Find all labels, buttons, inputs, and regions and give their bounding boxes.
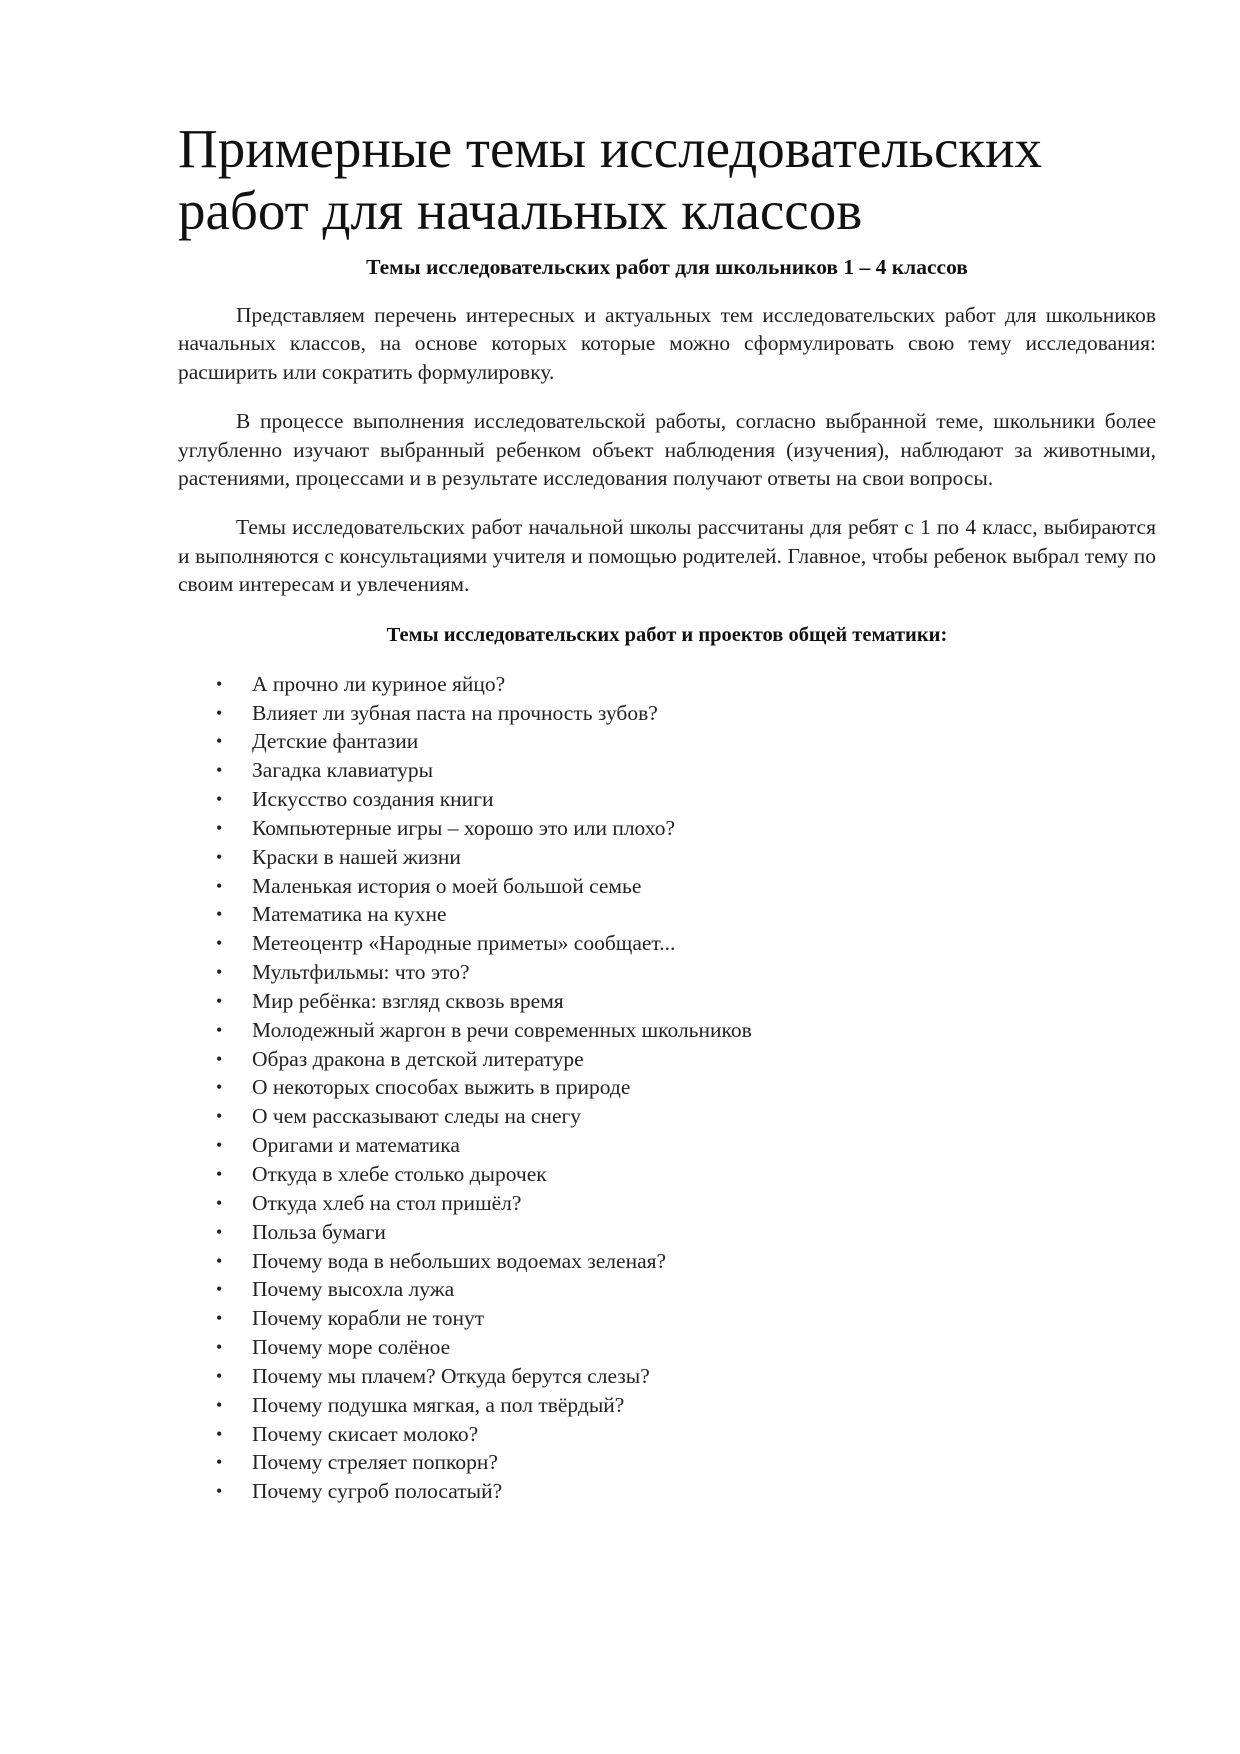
bullet-icon: • (216, 1048, 223, 1069)
topic-text: О некоторых способах выжить в природе (252, 1075, 631, 1100)
bullet-icon: • (216, 1337, 223, 1358)
document-content (178, 118, 1156, 1506)
bullet-icon: • (216, 1308, 223, 1329)
topic-item (178, 1189, 1156, 1218)
topic-item (178, 1131, 1156, 1160)
bullet-icon: • (216, 1394, 223, 1415)
topic-text: Почему вода в небольших водоемах зеленая? (252, 1248, 667, 1273)
bullet-icon: • (216, 1365, 223, 1386)
topic-text: Молодежный жаргон в речи современных школьников (252, 1017, 752, 1042)
topic-text: Влияет ли зубная паста на прочность зубов? (252, 700, 658, 725)
topic-item (178, 1448, 1156, 1477)
topic-text: Искусство создания книги (252, 787, 494, 812)
page-subtitle: Темы исследовательских работ для школьников 1 – 4 классов (366, 255, 968, 279)
topic-text: Метеоцентр «Народные приметы» сообщает... (252, 931, 676, 956)
topic-item (178, 1333, 1156, 1362)
topic-text: Почему мы плачем? Откуда берутся слезы? (252, 1363, 650, 1388)
topic-item (178, 1362, 1156, 1391)
bullet-icon: • (216, 990, 223, 1011)
bullet-icon: • (216, 1279, 223, 1300)
topic-text: Польза бумаги (252, 1219, 386, 1244)
topic-text: Почему корабли не тонут (252, 1306, 485, 1331)
topic-item (178, 785, 1156, 814)
bullet-icon: • (216, 1250, 223, 1271)
topic-text: Мир ребёнка: взгляд сквозь время (252, 988, 564, 1013)
bullet-icon: • (216, 933, 223, 954)
topic-item (178, 1477, 1156, 1506)
topic-item (178, 1275, 1156, 1304)
topic-item (178, 872, 1156, 901)
topic-text: Почему сугроб полосатый? (252, 1479, 503, 1504)
topic-text: Почему подушка мягкая, а пол твёрдый? (252, 1392, 625, 1417)
bullet-icon: • (216, 1164, 223, 1184)
bullet-icon: • (216, 760, 223, 781)
bullet-icon: • (216, 1135, 223, 1156)
topic-text: Загадка клавиатуры (252, 758, 434, 783)
topic-text: Почему скисает молоко? (252, 1421, 479, 1446)
topic-item (178, 987, 1156, 1016)
grades-paragraph: Темы исследовательских работ начальной школы рассчитаны для ребят с 1 по 4 класс, выбираются и выполняются с консультациями учителя и помощью родителей. Главное, чтобы ребенок выбрал тему по своим интересам и увлечениям. (178, 515, 1156, 597)
bullet-icon: • (216, 702, 223, 723)
topic-item (178, 814, 1156, 843)
bullet-icon: • (216, 846, 223, 867)
topic-item (178, 1045, 1156, 1074)
topic-text: Математика на кухне (252, 902, 447, 927)
topic-text: О чем рассказывают следы на снегу (252, 1104, 582, 1129)
topic-item (178, 1304, 1156, 1333)
topic-item (178, 756, 1156, 785)
topic-item (178, 1391, 1156, 1420)
bullet-icon: • (216, 1106, 223, 1127)
bullet-icon: • (216, 1019, 223, 1040)
topic-item (178, 1160, 1156, 1189)
bullet-icon: • (216, 673, 223, 694)
topic-item (178, 1218, 1156, 1247)
topic-item (178, 900, 1156, 929)
topic-item (178, 1420, 1156, 1449)
intro-paragraph: Представляем перечень интересных и актуальных тем исследовательских работ для школьников начальных классов, на основе которых которые можно сформулировать свою тему исследования: расширить или сократить формулировку. (178, 303, 1156, 384)
topic-text: Детские фантазии (252, 729, 419, 754)
topic-item (178, 958, 1156, 987)
bullet-icon: • (216, 1481, 223, 1502)
bullet-icon: • (216, 1077, 223, 1098)
bullet-icon: • (216, 962, 223, 983)
bullet-icon: • (216, 1192, 223, 1213)
topic-item (178, 1016, 1156, 1045)
topic-text: А прочно ли куриное яйцо? (252, 671, 506, 696)
topic-item (178, 1102, 1156, 1131)
topic-text: Краски в нашей жизни (252, 844, 461, 869)
topic-item (178, 929, 1156, 958)
topic-text: Почему море солёное (252, 1335, 451, 1360)
section-heading: Темы исследовательских работ и проектов общей тематики: (386, 623, 948, 646)
bullet-icon: • (216, 817, 223, 838)
topic-text: Маленькая история о моей большой семье (252, 873, 642, 898)
topic-item (178, 1247, 1156, 1276)
topic-item (178, 699, 1156, 728)
bullet-icon: • (216, 1452, 223, 1473)
bullet-icon: • (216, 731, 223, 752)
process-paragraph: В процессе выполнения исследовательской работы, согласно выбранной теме, школьники более углубленно изучают выбранный ребенком объект наблюдения (изучения), наблюдают за животными, растениями, процессами и в результате исследования получают ответы на свои вопросы. (178, 409, 1156, 491)
bullet-icon: • (216, 904, 223, 925)
topic-item (178, 843, 1156, 872)
topic-text: Образ дракона в детской литературе (252, 1046, 584, 1071)
bullet-icon: • (216, 1423, 223, 1444)
topic-item (178, 727, 1156, 756)
topic-text: Мультфильмы: что это? (252, 960, 470, 985)
topics-list (178, 670, 1156, 1506)
topic-text: Оригами и математика (252, 1133, 460, 1158)
bullet-icon: • (216, 875, 223, 896)
topic-item (178, 670, 1156, 699)
bullet-icon: • (216, 789, 223, 810)
topic-item (178, 1073, 1156, 1102)
page-title: Примерные темы исследовательских работ для начальных классов (178, 118, 1043, 241)
topic-text: Компьютерные игры – хорошо это или плохо? (252, 815, 675, 840)
topic-text: Почему стреляет попкорн? (252, 1450, 498, 1475)
bullet-icon: • (216, 1221, 223, 1242)
topic-text: Откуда хлеб на стол пришёл? (252, 1190, 522, 1215)
topic-text: Откуда в хлебе столько дырочек (252, 1162, 547, 1186)
topic-text: Почему высохла лужа (252, 1277, 455, 1302)
